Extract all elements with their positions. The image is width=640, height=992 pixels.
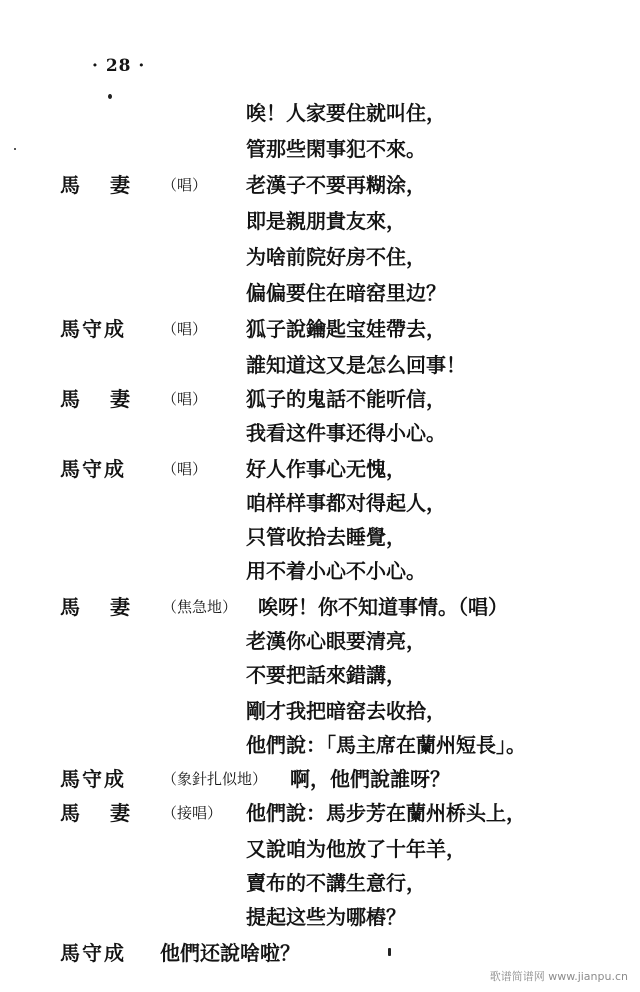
verse-text: 管那些閑事犯不來。 [246,137,426,161]
verse-text: 又說咱为他放了十年羊， [246,837,466,861]
verse-text: 剛才我把暗窑去收拾， [246,699,446,723]
stage-direction: （唱） [162,320,208,338]
scan-speck [388,948,391,956]
stage-direction: （唱） [162,176,208,194]
stage-direction: （唱） [162,460,208,478]
speaker-name: 馬守成 [60,457,126,481]
speaker-name: 馬守成 [60,317,126,341]
verse-text: 他們說：馬步芳在蘭州桥头上， [246,801,526,825]
scan-speck [14,148,16,150]
verse-text: 唉！人家要住就叫住， [246,101,446,125]
scan-speck [108,94,112,99]
speaker-name: 馬妻 [60,173,160,197]
verse-text: 不要把話來錯講， [246,663,406,687]
speaker-name: 馬守成 [60,767,126,791]
verse-text: 唉呀！你不知道事情。（唱） [258,595,508,619]
verse-text: 賣布的不講生意行， [246,871,426,895]
speaker-name: 馬妻 [60,801,160,825]
verse-text: 老漢子不要再糊涂， [246,173,426,197]
verse-text: 好人作事心无愧， [246,457,406,481]
page-number: · 28 · [92,56,146,76]
verse-text: 偏偏要住在暗窑里边？ [246,281,446,305]
speaker-name: 馬守成 [60,941,126,965]
stage-direction: （接唱） [162,804,223,822]
verse-text: 他們說：「馬主席在蘭州短長」。 [246,733,526,757]
stage-direction: （象針扎似地） [162,770,268,788]
verse-text: 我看这件事还得小心。 [246,421,446,445]
speaker-name: 馬妻 [60,595,160,619]
verse-text: 提起这些为哪樁？ [246,905,406,929]
watermark: 歌谱简谱网 www.jianpu.cn [489,970,628,983]
verse-text: 用不着小心不小心。 [246,559,426,583]
verse-text: 即是親朋貴友來， [246,209,406,233]
verse-text: 他們还說啥啦？ [160,941,300,965]
speaker-name: 馬妻 [60,387,160,411]
verse-text: 狐子說鑰匙宝娃帶去， [246,317,446,341]
verse-text: 啊，他們說誰呀？ [290,767,450,791]
verse-text: 只管收拾去睡覺， [246,525,406,549]
verse-text: 为啥前院好房不住， [246,245,426,269]
verse-text: 老漢你心眼要清亮， [246,629,426,653]
verse-text: 狐子的鬼話不能听信， [246,387,446,411]
stage-direction: （唱） [162,390,208,408]
stage-direction: （焦急地） [162,598,238,616]
verse-text: 誰知道这又是怎么回事！ [246,353,466,377]
verse-text: 咱样样事都对得起人， [246,491,446,515]
